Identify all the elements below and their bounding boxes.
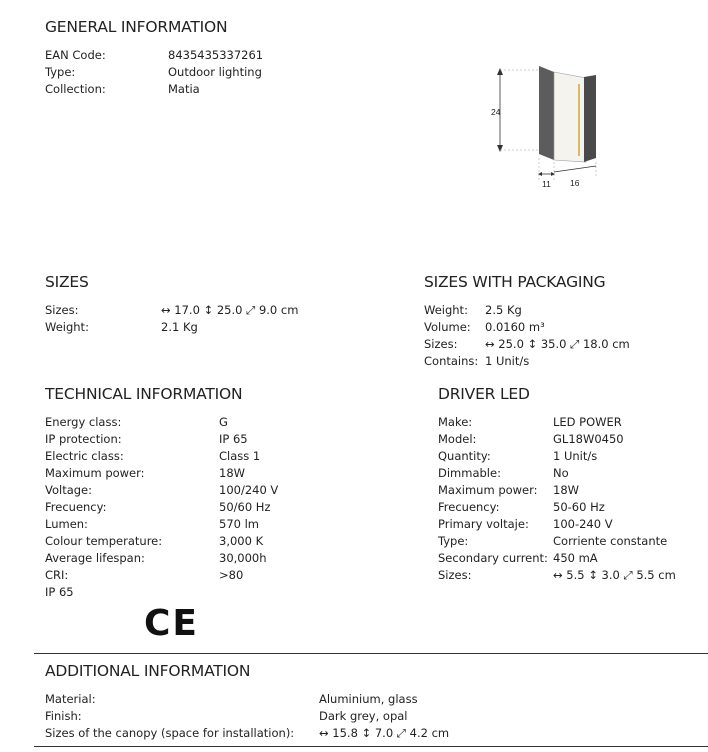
table-row xyxy=(438,431,698,448)
row-value: Aluminium, glass xyxy=(319,692,418,706)
row-label: Maximum power: xyxy=(438,483,538,497)
row-value: ↔ 5.5 ↕ 3.0 ⤢ 5.5 cm xyxy=(553,568,676,582)
ce-mark-icon: CE xyxy=(144,603,200,644)
row-label: Frecuency: xyxy=(438,500,500,514)
table-row xyxy=(438,448,698,465)
row-value: ↔ 15.8 ↕ 7.0 ⤢ 4.2 cm xyxy=(319,726,450,740)
arrow-up-icon xyxy=(497,68,503,75)
row-label: Material: xyxy=(45,692,96,706)
sizes-title: SIZES xyxy=(45,273,89,291)
table-row xyxy=(438,482,698,499)
table-row xyxy=(45,47,365,64)
driver-led-title: DRIVER LED xyxy=(438,385,530,403)
row-label: Sizes: xyxy=(438,568,472,582)
row-label: Energy class: xyxy=(45,415,122,429)
lamp-back-panel xyxy=(584,75,596,162)
row-value: GL18W0450 xyxy=(553,432,624,446)
row-value: No xyxy=(553,466,569,480)
row-label: EAN Code: xyxy=(45,48,106,62)
row-value: Matia xyxy=(168,82,200,96)
row-label: Collection: xyxy=(45,82,106,96)
packaging-title: SIZES WITH PACKAGING xyxy=(424,273,606,291)
row-label: Electric class: xyxy=(45,449,124,463)
table-row xyxy=(438,499,698,516)
table-row xyxy=(45,550,375,567)
row-value: 1 Unit/s xyxy=(485,354,530,368)
row-value: Dark grey, opal xyxy=(319,709,408,723)
row-value: LED POWER xyxy=(553,415,622,429)
row-label: Weight: xyxy=(45,320,89,334)
row-label: Average lifespan: xyxy=(45,551,145,565)
lamp-side-panel xyxy=(539,66,554,160)
row-value: Class 1 xyxy=(219,449,261,463)
technical-info-title: TECHNICAL INFORMATION xyxy=(45,385,243,403)
table-row xyxy=(424,336,694,353)
row-value: 50/60 Hz xyxy=(219,500,271,514)
table-row xyxy=(45,584,375,601)
row-value: 3,000 K xyxy=(219,534,264,548)
row-value: 30,000h xyxy=(219,551,267,565)
row-label: Volume: xyxy=(424,320,471,334)
table-row xyxy=(438,465,698,482)
table-row xyxy=(45,319,375,336)
table-row xyxy=(45,431,375,448)
bottom-divider xyxy=(34,746,708,747)
height-label: 24 xyxy=(491,107,501,117)
table-row xyxy=(45,567,375,584)
row-value: 100/240 V xyxy=(219,483,279,497)
row-label: Finish: xyxy=(45,709,82,723)
width-label: 16 xyxy=(570,178,580,188)
row-value: G xyxy=(219,415,228,429)
row-value: 50-60 Hz xyxy=(553,500,605,514)
table-row xyxy=(424,353,694,370)
row-label: Maximum power: xyxy=(45,466,145,480)
row-value: 2.1 Kg xyxy=(161,320,198,334)
lamp-glass-panel xyxy=(554,72,586,162)
row-label: Type: xyxy=(45,65,76,79)
row-value: 8435435337261 xyxy=(168,48,264,62)
table-row xyxy=(45,414,375,431)
row-value: >80 xyxy=(219,568,244,582)
row-label: CRI: xyxy=(45,568,69,582)
row-value: 0.0160 m³ xyxy=(485,320,545,334)
row-value: Outdoor lighting xyxy=(168,65,262,79)
additional-info-title: ADDITIONAL INFORMATION xyxy=(45,662,251,680)
row-label: Primary voltaje: xyxy=(438,517,529,531)
row-label: Colour temperature: xyxy=(45,534,163,548)
row-label: Type: xyxy=(438,534,469,548)
table-row xyxy=(438,567,698,584)
table-row xyxy=(438,414,698,431)
table-row xyxy=(45,708,645,725)
row-label: Dimmable: xyxy=(438,466,501,480)
width-dimension-line xyxy=(554,166,596,172)
table-row xyxy=(45,516,375,533)
row-label: Make: xyxy=(438,415,473,429)
section-divider xyxy=(34,653,708,654)
table-row xyxy=(45,482,375,499)
row-value: IP 65 xyxy=(219,432,248,446)
row-value: 18W xyxy=(219,466,246,480)
row-label: Sizes: xyxy=(424,337,458,351)
general-info-title: GENERAL INFORMATION xyxy=(45,18,228,36)
table-row xyxy=(45,81,365,98)
row-value: 18W xyxy=(553,483,580,497)
table-row xyxy=(438,516,698,533)
row-value: 570 lm xyxy=(219,517,260,531)
row-label: Lumen: xyxy=(45,517,88,531)
row-label: Weight: xyxy=(424,303,468,317)
row-value: ↔ 25.0 ↕ 35.0 ⤢ 18.0 cm xyxy=(485,337,630,351)
depth-label: 11 xyxy=(542,179,551,189)
arrow-down-icon xyxy=(497,145,503,152)
row-label: Voltage: xyxy=(45,483,93,497)
row-label: Sizes of the canopy (space for installation): xyxy=(45,726,295,740)
row-label: Model: xyxy=(438,432,477,446)
table-row xyxy=(45,725,645,742)
table-row xyxy=(45,691,645,708)
row-value: 100-240 V xyxy=(553,517,613,531)
row-value: 450 mA xyxy=(553,551,598,565)
table-row xyxy=(45,64,365,81)
row-label: Quantity: xyxy=(438,449,491,463)
row-label: Contains: xyxy=(424,354,479,368)
table-row xyxy=(45,448,375,465)
row-label: Sizes: xyxy=(45,303,79,317)
table-row xyxy=(45,465,375,482)
table-row xyxy=(424,302,694,319)
table-row xyxy=(45,499,375,516)
table-row xyxy=(438,533,698,550)
row-label: IP protection: xyxy=(45,432,122,446)
table-row xyxy=(424,319,694,336)
row-value: Corriente constante xyxy=(553,534,668,548)
row-value: 2.5 Kg xyxy=(485,303,522,317)
table-row xyxy=(45,533,375,550)
table-row xyxy=(438,550,698,567)
row-label: Secondary current: xyxy=(438,551,548,565)
row-label: Frecuency: xyxy=(45,500,107,514)
ip-rating-note: IP 65 xyxy=(45,585,74,599)
row-value: ↔ 17.0 ↕ 25.0 ⤢ 9.0 cm xyxy=(161,303,299,317)
table-row xyxy=(45,302,375,319)
product-dimension-drawing xyxy=(486,62,606,192)
row-value: 1 Unit/s xyxy=(553,449,598,463)
